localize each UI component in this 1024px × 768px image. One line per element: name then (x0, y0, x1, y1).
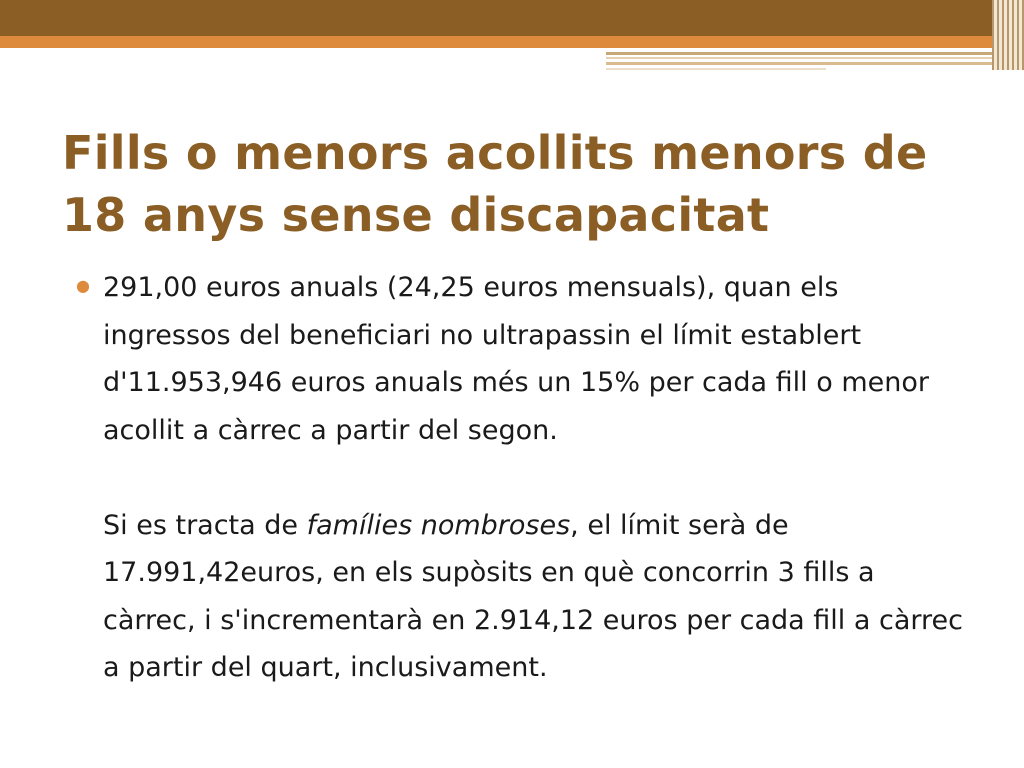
slide-body (74, 264, 974, 692)
paragraph2-text: , el límit serà de 17.991,42euros, en els supòsits en què concorrin 3 fills a càrrec, i s'incrementarà en 2.914,12 euros per cada fill a càrrec a partir del quart, inclusivament. (103, 509, 963, 683)
bullet-dot-icon: ● (76, 276, 90, 295)
header-decor-stripes (992, 0, 1024, 70)
header-band-orange (0, 36, 1000, 48)
slide-title (62, 122, 982, 246)
paragraph-large-families (103, 502, 974, 692)
slide-title-line1: Fills o menors acollits menors de (62, 126, 928, 180)
slide-title-line2: 18 anys sense discapacitat (62, 188, 770, 242)
header-band-dark (0, 0, 1000, 36)
bullet-item (74, 264, 974, 692)
header-decor-line (606, 52, 1000, 55)
paragraph2-text: Si es tracta de (103, 509, 307, 541)
header-decor-line (606, 68, 826, 70)
paragraph-child-allowance: 291,00 euros anuals (24,25 euros mensuals), quan els ingressos del beneficiari no ultrapassin el límit establert d'11.953,946 euros anuals més un 15% per cada fill o menor acollit a càrrec a partir del segon. (103, 272, 929, 446)
paragraph-spacer (103, 454, 974, 502)
paragraph2-italic-term: famílies nombroses (306, 509, 571, 541)
header-decor-line (606, 57, 1000, 59)
header-decor-line (606, 62, 1000, 65)
